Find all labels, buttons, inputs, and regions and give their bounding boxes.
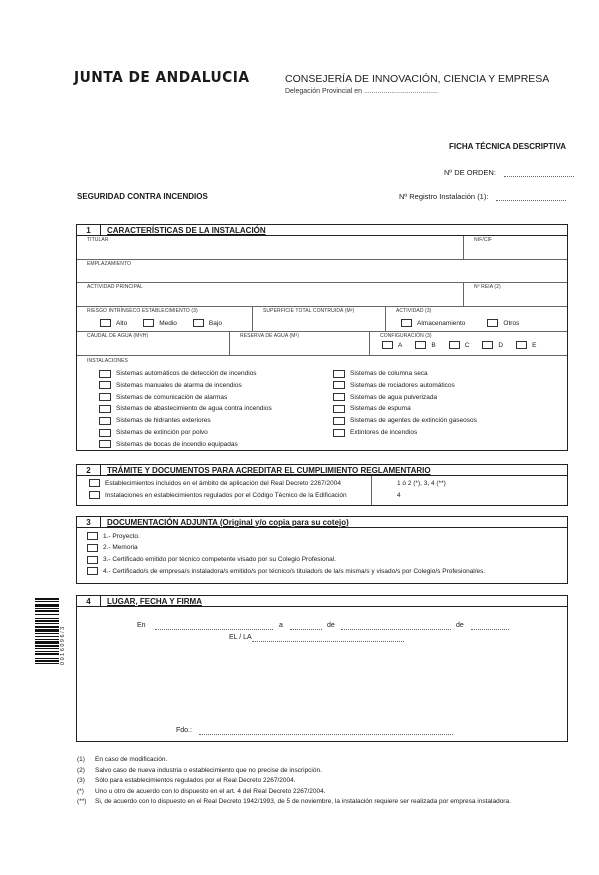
instalacion-checkbox[interactable] <box>333 393 345 401</box>
riesgo-alto-label: Alto <box>116 319 128 327</box>
emplazamiento-label: EMPLAZAMIENTO <box>87 261 131 267</box>
instalaciones-label: INSTALACIONES <box>87 358 128 364</box>
actividad-principal-field[interactable] <box>77 283 464 307</box>
otros-checkbox[interactable] <box>487 319 498 327</box>
actividad-principal-label: ACTIVIDAD PRINCIPAL <box>87 284 143 290</box>
el-la-label: EL / LA <box>229 634 252 641</box>
section-3-header <box>77 517 567 528</box>
instalacion-checkbox[interactable] <box>99 393 111 401</box>
instalacion-item[interactable] <box>333 416 477 425</box>
documento-label: 4.- Certificado/s de empresa/s instaladora/s emitido/s por técnico/s titulado/s de la/s misma/s y visado/s por Colegio/s Profesional/es. <box>103 567 486 575</box>
barcode-bar <box>35 636 59 637</box>
riesgo-label: RIESGO INTRÍNSECO ESTABLECIMIENTO (3) <box>87 308 198 314</box>
superficie-label: SUPERFICIE TOTAL CONTRUIDA (M²) <box>263 308 355 314</box>
documento-item[interactable] <box>87 544 138 552</box>
section-1-header <box>77 225 567 236</box>
orden-line[interactable] <box>504 169 574 177</box>
config-a-checkbox[interactable] <box>382 341 393 349</box>
instalacion-item[interactable] <box>99 393 227 402</box>
barcode-bar <box>35 658 59 659</box>
documento-label: 2.- Memoria <box>103 544 138 552</box>
footnote-key: (2) <box>77 766 85 774</box>
s2-row1-value: 1 ó 2 (*), 3, 4 (**) <box>397 480 446 487</box>
instalacion-checkbox[interactable] <box>333 370 345 378</box>
documento-checkbox[interactable] <box>87 544 98 552</box>
junta-logo: JUNTA DE ANDALUCIA <box>74 68 250 86</box>
superficie-field[interactable] <box>253 307 386 332</box>
config-b-option[interactable] <box>415 341 435 349</box>
instalacion-checkbox[interactable] <box>99 381 111 389</box>
instalacion-item[interactable] <box>333 369 428 378</box>
barcode-bar <box>35 660 59 662</box>
footnote-text: Uno u otro de acuerdo con lo dispuesto en el art. 4 del Real Decreto 2267/2004. <box>95 787 326 795</box>
instalacion-checkbox[interactable] <box>333 405 345 413</box>
section-4 <box>76 595 568 742</box>
barcode-bar <box>35 626 59 628</box>
section-4-header <box>77 596 567 607</box>
consejeria-title: CONSEJERÍA DE INNOVACIÓN, CIENCIA Y EMPRESA <box>285 73 550 85</box>
barcode-number: 0 0 1 6 0 9 6 / 3 <box>60 626 66 666</box>
seguridad-title: SEGURIDAD CONTRA INCENDIOS <box>77 192 208 201</box>
instalacion-item[interactable] <box>99 416 211 425</box>
instalacion-item[interactable] <box>333 393 437 402</box>
s2-row1-label: Establecimientos incluidos en el ámbito de aplicación del Real Decreto 2267/2004 <box>105 479 341 487</box>
instalacion-label: Extintores de incendios <box>350 429 418 436</box>
barcode-bar <box>35 645 59 647</box>
section-1-number: 1 <box>77 225 101 235</box>
documentacion-list <box>77 528 567 583</box>
almacenamiento-checkbox[interactable] <box>401 319 412 327</box>
orden-label: Nº DE ORDEN: <box>444 168 496 177</box>
config-c-label: C <box>464 341 470 349</box>
instalacion-item[interactable] <box>99 440 238 449</box>
documento-item[interactable] <box>87 556 336 564</box>
documento-item[interactable] <box>87 532 140 540</box>
section-4-title: LUGAR, FECHA Y FIRMA <box>107 596 202 606</box>
riesgo-medio-label: Medio <box>159 319 177 327</box>
documento-checkbox[interactable] <box>87 556 98 564</box>
registro-line[interactable] <box>496 193 566 201</box>
reserva-label: RESERVA DE AGUA (M³) <box>240 333 300 339</box>
riesgo-alto-checkbox[interactable] <box>100 319 111 327</box>
section-3 <box>76 516 568 584</box>
instalacion-label: Sistemas de agua pulverizada <box>350 393 438 401</box>
barcode-bar <box>35 601 59 602</box>
barcode-bar <box>35 648 59 649</box>
footnote-key: (1) <box>77 756 85 763</box>
s2-row2-value: 4 <box>397 492 401 499</box>
almacenamiento-label: Almacenamiento <box>417 319 466 327</box>
fdo-label: Fdo.: <box>176 727 192 734</box>
caudal-label: CAUDAL DE AGUA (M³/H) <box>87 333 149 339</box>
instalacion-item[interactable] <box>99 369 257 378</box>
section-1-title: CARACTERÍSTICAS DE LA INSTALACIÓN <box>107 225 266 235</box>
riesgo-bajo-option[interactable] <box>193 319 222 327</box>
riesgo-field <box>77 307 253 332</box>
registro-field[interactable] <box>399 192 566 201</box>
instalacion-label: Sistemas de hidrantes exteriores <box>116 417 211 425</box>
barcode-bar <box>35 623 59 624</box>
de1-label: de <box>327 622 335 629</box>
configuracion-field <box>370 332 567 356</box>
section-2-number: 2 <box>77 465 101 475</box>
barcode-bar <box>35 610 59 612</box>
config-d-option[interactable] <box>482 341 503 349</box>
riesgo-bajo-label: Bajo <box>208 319 222 327</box>
delegacion-label: Delegación Provincial en ...................................... <box>285 88 438 95</box>
config-c-checkbox[interactable] <box>449 341 460 349</box>
barcode-bar <box>35 663 59 664</box>
instalacion-item[interactable] <box>333 404 411 413</box>
de2-label: de <box>456 622 464 629</box>
ficha-title: FICHA TÉCNICA DESCRIPTIVA <box>448 142 566 151</box>
barcode-bar <box>35 614 59 615</box>
config-c-option[interactable] <box>449 341 470 349</box>
nif-label: NIF/CIF <box>474 237 493 243</box>
barcode-bar <box>35 608 59 609</box>
barcode-bar <box>35 598 59 600</box>
barcode-bar <box>35 629 59 632</box>
instalacion-checkbox[interactable] <box>333 381 345 389</box>
emplazamiento-field[interactable] <box>77 260 567 283</box>
config-b-label: B <box>431 341 436 349</box>
titular-field[interactable] <box>77 236 464 260</box>
config-a-label: A <box>398 341 403 349</box>
instalacion-item[interactable] <box>333 381 455 390</box>
instalacion-item[interactable] <box>99 381 242 390</box>
barcode-bar <box>35 604 59 607</box>
barcode-bar <box>35 651 59 652</box>
footnote-key: (**) <box>77 798 87 805</box>
riesgo-bajo-checkbox[interactable] <box>193 319 204 327</box>
footnote-text: Salvo caso de nueva industria o establecimiento que no precise de inscripción. <box>95 766 322 774</box>
s2-row2-checkbox[interactable] <box>89 491 100 499</box>
footnote <box>77 788 326 795</box>
footnote-key: (3) <box>77 777 85 784</box>
instalacion-item[interactable] <box>99 428 208 437</box>
actividad-label: ACTIVIDAD (3) <box>396 308 432 314</box>
barcode-bar <box>35 618 59 619</box>
mes-line[interactable] <box>341 622 451 630</box>
instalacion-checkbox[interactable] <box>99 417 111 425</box>
instalacion-item[interactable] <box>99 404 272 413</box>
instalacion-label: Sistemas de comunicación de alarmas <box>116 393 228 401</box>
documento-item[interactable] <box>87 567 485 575</box>
footnote-text: Sólo para establecimientos regulados por el Real Decreto 2267/2004. <box>95 777 296 784</box>
documento-checkbox[interactable] <box>87 567 98 575</box>
dia-line[interactable] <box>290 622 322 630</box>
nreia-field[interactable] <box>464 283 567 307</box>
instalacion-checkbox[interactable] <box>333 429 345 437</box>
instalacion-label: Sistemas de rociadores automáticos <box>350 381 455 389</box>
config-d-label: D <box>498 341 504 349</box>
instalacion-label: Sistemas manuales de alarma de incendios <box>116 381 242 389</box>
otros-label: Otros <box>503 319 520 327</box>
instalacion-checkbox[interactable] <box>333 417 345 425</box>
config-e-checkbox[interactable] <box>516 341 527 349</box>
orden-field[interactable] <box>444 168 574 177</box>
barcode-bar <box>35 653 59 655</box>
otros-option[interactable] <box>487 319 519 327</box>
riesgo-alto-option[interactable] <box>100 319 127 327</box>
a-label: a <box>279 622 283 629</box>
section-2-title: TRÁMITE Y DOCUMENTOS PARA ACREDITAR EL CUMPLIMIENTO REGLAMENTARIO <box>107 465 431 475</box>
firma-line[interactable] <box>199 727 453 735</box>
instalacion-checkbox[interactable] <box>99 405 111 413</box>
s2-row2[interactable] <box>89 491 347 499</box>
instalacion-label: Sistemas de agentes de extinción gaseosos <box>350 417 477 425</box>
reserva-field[interactable] <box>230 332 370 356</box>
caudal-field[interactable] <box>77 332 230 356</box>
config-e-label: E <box>532 341 537 349</box>
barcode-bar <box>35 639 59 640</box>
instalacion-item[interactable] <box>333 428 417 437</box>
footnote <box>77 777 296 784</box>
instalacion-label: Sistemas de abastecimiento de agua contra incendios <box>116 405 272 413</box>
riesgo-medio-checkbox[interactable] <box>143 319 154 327</box>
footnote <box>77 767 322 774</box>
el-la-line[interactable] <box>252 634 404 642</box>
instalacion-label: Sistemas de columna seca <box>350 370 428 377</box>
footnote-text: En caso de modificación. <box>95 756 168 763</box>
barcode-bar <box>35 620 59 622</box>
titular-label: TITULAR <box>87 237 109 243</box>
en-label: En <box>137 622 146 629</box>
instalacion-label: Sistemas de espuma <box>350 405 411 413</box>
nif-field[interactable] <box>464 236 567 260</box>
almacenamiento-option[interactable] <box>401 319 465 327</box>
barcode-bar <box>35 633 59 634</box>
lugar-line[interactable] <box>155 622 273 630</box>
config-b-checkbox[interactable] <box>415 341 426 349</box>
configuracion-label: CONFIGURACIÓN (3) <box>380 333 432 339</box>
documento-checkbox[interactable] <box>87 532 98 540</box>
footnote-key: (*) <box>77 787 84 795</box>
section-3-number: 3 <box>77 517 101 527</box>
nreia-label: Nº REIA (2) <box>474 284 501 290</box>
riesgo-medio-option[interactable] <box>143 319 177 327</box>
instalacion-label: Sistemas de extinción por polvo <box>116 429 208 436</box>
instalacion-checkbox[interactable] <box>99 370 111 378</box>
registro-label: Nº Registro Instalación (1): <box>399 192 489 201</box>
instalacion-label: Sistemas de bocas de incendio equipadas <box>116 440 238 448</box>
anio-line[interactable] <box>471 622 509 630</box>
section-3-title: DOCUMENTACIÓN ADJUNTA (Original y/o copia para su cotejo) <box>107 517 349 527</box>
instalacion-checkbox[interactable] <box>99 429 111 437</box>
actividad-field <box>386 307 567 332</box>
config-d-checkbox[interactable] <box>482 341 493 349</box>
instalacion-label: Sistemas automáticos de detección de incendios <box>116 370 257 377</box>
s2-row2-label: Instalaciones en establecimientos regulados por el Código Técnico de la Edificación <box>105 491 347 499</box>
footnote <box>77 756 167 763</box>
section-1 <box>76 224 568 451</box>
s2-row1[interactable] <box>89 479 341 487</box>
instalacion-checkbox[interactable] <box>99 440 111 448</box>
documento-label: 1.- Proyecto. <box>103 532 140 540</box>
config-a-option[interactable] <box>382 341 402 349</box>
documento-label: 3.- Certificado emitido por técnico competente visado por su Colegio Profesional. <box>103 556 337 564</box>
s2-row1-checkbox[interactable] <box>89 479 100 487</box>
footnote <box>77 798 511 805</box>
section-4-number: 4 <box>77 596 101 606</box>
section-2 <box>76 464 568 506</box>
config-e-option[interactable] <box>516 341 536 349</box>
section-2-header <box>77 465 567 476</box>
barcode-bar <box>35 641 59 644</box>
footnote-text: Si, de acuerdo con lo dispuesto en el Real Decreto 1942/1993, de 5 de noviembre, la instalación requiere ser realizada por empresa instaladora. <box>95 798 511 805</box>
